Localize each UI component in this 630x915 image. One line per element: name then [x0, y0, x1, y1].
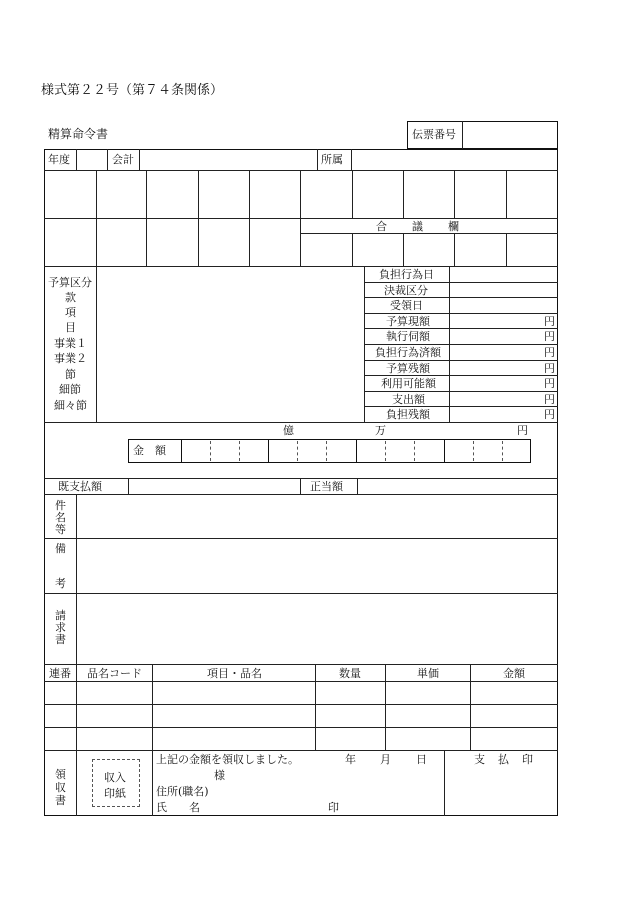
man-unit: 万: [375, 424, 386, 437]
payment-stamp-label: 支 払 印: [474, 753, 534, 766]
day-label: 日: [416, 753, 427, 766]
amount-row-label-2: 負担行為済額: [375, 346, 441, 359]
right-label-1: 決裁区分: [384, 284, 428, 297]
yen-label-6: 円: [544, 408, 555, 421]
remarks-label-1: 備: [55, 542, 66, 555]
account-label: 会計: [112, 153, 134, 166]
table-header-4: 単価: [417, 667, 439, 680]
table-header-2: 項目・品名: [207, 667, 262, 680]
form-title: 精算命令書: [48, 127, 109, 141]
invoice-label: 請 求 書: [55, 609, 66, 646]
amount-row-label-5: 支出額: [392, 393, 425, 406]
budget-label-2: 項: [65, 306, 76, 319]
address-label: 住所(職名): [156, 785, 209, 798]
receipt-label: 領 収 書: [55, 768, 66, 807]
voucher-number-field[interactable]: [463, 123, 556, 147]
sama-label: 様: [214, 769, 225, 782]
right-label-0: 負担行為日: [379, 268, 434, 281]
voucher-number-label: 伝票番号: [412, 128, 456, 141]
budget-label-3: 目: [65, 321, 76, 334]
amount-row-label-1: 執行伺額: [386, 330, 430, 343]
budget-label-4: 事業１: [54, 337, 87, 350]
seal-label: 印: [328, 801, 339, 814]
remarks-label-2: 考: [55, 577, 66, 590]
en-unit: 円: [517, 424, 528, 437]
yen-label-0: 円: [544, 315, 555, 328]
correct-label: 正当額: [310, 480, 343, 493]
budget-label-8: 細々節: [54, 399, 87, 412]
paid-label: 既支払額: [58, 480, 102, 493]
budget-label-1: 款: [65, 291, 76, 304]
right-label-2: 受領日: [390, 299, 423, 312]
budget-label-7: 細節: [59, 383, 81, 396]
budget-label-6: 節: [65, 368, 76, 381]
department-label: 所属: [321, 153, 343, 166]
budget-label-0: 予算区分: [48, 276, 92, 289]
form-frame: [44, 149, 558, 816]
budget-label-5: 事業２: [54, 352, 87, 365]
amount-row-label-6: 負担残額: [386, 408, 430, 421]
amount-label: 金 額: [133, 444, 166, 457]
table-header-1: 品名コード: [87, 667, 142, 680]
revenue-stamp-label: 収入 印紙: [104, 771, 126, 800]
month-label: 月: [380, 753, 391, 766]
yen-label-4: 円: [544, 377, 555, 390]
yen-label-5: 円: [544, 393, 555, 406]
yen-label-3: 円: [544, 362, 555, 375]
amount-box: [128, 439, 531, 463]
table-header-3: 数量: [339, 667, 361, 680]
oku-unit: 億: [283, 424, 294, 437]
receipt-text: 上記の金額を領収しました。: [156, 753, 299, 766]
form-number: 様式第２２号（第７４条関係）: [41, 83, 224, 98]
table-header-5: 金額: [503, 667, 525, 680]
yen-label-2: 円: [544, 346, 555, 359]
amount-row-label-4: 利用可能額: [381, 377, 436, 390]
table-header-0: 連番: [49, 667, 71, 680]
name-label: 氏 名: [156, 801, 200, 814]
year-label: 年: [345, 753, 356, 766]
fiscal-year-label: 年度: [48, 153, 70, 166]
council-label: 合 議 欄: [376, 220, 460, 233]
subject-label: 件 名 等: [55, 499, 66, 536]
amount-row-label-0: 予算現額: [386, 315, 430, 328]
yen-label-1: 円: [544, 330, 555, 343]
amount-row-label-3: 予算残額: [386, 362, 430, 375]
